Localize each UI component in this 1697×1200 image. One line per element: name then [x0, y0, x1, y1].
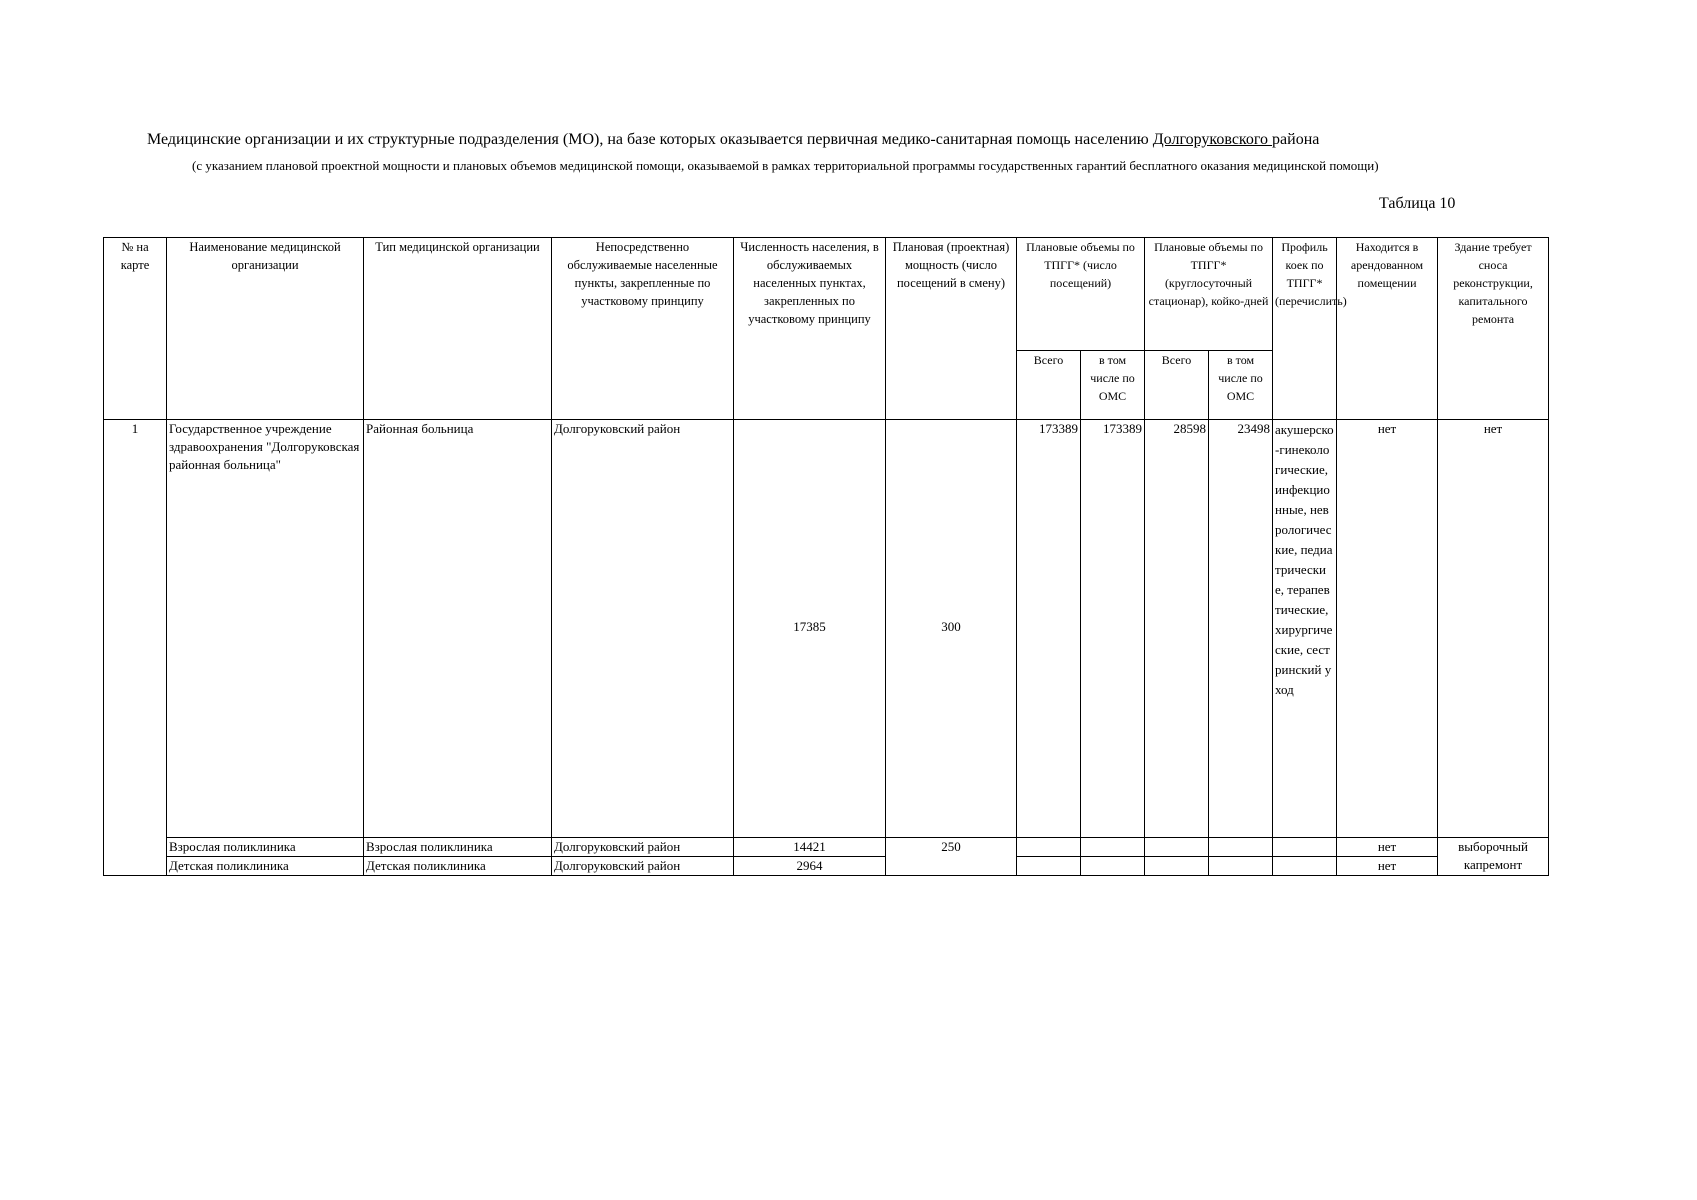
cell-reconstruction: нет — [1438, 420, 1549, 838]
header-org-name: Наименование медицинской организации — [167, 238, 364, 420]
cell-empty — [1017, 857, 1081, 876]
organizations-table — [103, 237, 1549, 876]
table-row — [104, 420, 1549, 838]
cell-empty — [1273, 838, 1337, 857]
header-org-type: Тип медицинской организации — [364, 238, 552, 420]
cell-visits-total: 173389 — [1017, 420, 1081, 838]
cell-org-name: Детская поликлиника — [167, 857, 364, 876]
header-visits-total: Всего — [1017, 351, 1081, 420]
header-beddays-oms: в том числе по ОМС — [1209, 351, 1273, 420]
cell-beddays-total: 28598 — [1145, 420, 1209, 838]
cell-org-type: Районная больница — [364, 420, 552, 838]
cell-capacity — [886, 420, 1017, 838]
cell-population: 14421 — [734, 838, 886, 857]
title-prefix: Медицинские организации и их структурные подразделения (МО), на базе которых оказывается первичная медико-санитарная помощь населению — [147, 131, 1153, 148]
document-title — [147, 131, 1319, 149]
table-row — [104, 857, 1549, 876]
cell-empty — [1145, 857, 1209, 876]
cell-rented: нет — [1337, 420, 1438, 838]
header-reconstruction: Здание требует сноса реконструкции, капитального ремонта — [1438, 238, 1549, 420]
cell-empty — [1081, 838, 1145, 857]
header-beddays: Плановые объемы по ТПГГ* (круглосуточный стационар), койко-дней — [1145, 238, 1273, 351]
header-visits: Плановые объемы по ТПГГ* (число посещений) — [1017, 238, 1145, 351]
cell-org-type: Взрослая поликлиника — [364, 838, 552, 857]
header-beddays-total: Всего — [1145, 351, 1209, 420]
table-label: Таблица 10 — [1379, 195, 1456, 212]
cell-org-name: Взрослая поликлиника — [167, 838, 364, 857]
cell-rented: нет — [1337, 857, 1438, 876]
cell-empty — [1017, 838, 1081, 857]
cell-settlements: Долгоруковский район — [552, 857, 734, 876]
cell-org-name: Государственное учреждение здравоохранения "Долгоруковская районная больница" — [167, 420, 364, 838]
title-suffix: района — [1272, 131, 1320, 148]
header-visits-oms: в том числе по ОМС — [1081, 351, 1145, 420]
title-district: Долгоруковского — [1152, 131, 1273, 148]
cell-empty — [1081, 857, 1145, 876]
header-capacity: Плановая (проектная) мощность (число посещений в смену) — [886, 238, 1017, 420]
cell-org-type: Детская поликлиника — [364, 857, 552, 876]
cell-bed-profile: акушерско-гинекологические, инфекционные, неврологические, педиатрические, терапевтические, хирургические, сестринский уход — [1273, 420, 1337, 838]
document-subtitle: (с указанием плановой проектной мощности и плановых объемов медицинской помощи, оказываемой в рамках территориальной программы государственных гарантий бесплатного оказания медицинской помощи) — [192, 158, 1379, 173]
cell-empty — [1145, 838, 1209, 857]
cell-beddays-oms: 23498 — [1209, 420, 1273, 838]
cell-empty — [1209, 857, 1273, 876]
cell-visits-oms: 173389 — [1081, 420, 1145, 838]
header-bed-profile: Профиль коек по ТПГГ* (перечислить) — [1273, 238, 1337, 420]
cell-map-no: 1 — [104, 420, 167, 876]
header-rented: Находится в арендованном помещении — [1337, 238, 1438, 420]
cell-capacity: 250 — [886, 838, 1017, 876]
cell-settlements: Долгоруковский район — [552, 420, 734, 838]
header-settlements: Непосредственно обслуживаемые населенные пункты, закрепленные по участковому принципу — [552, 238, 734, 420]
header-population: Численность населения, в обслуживаемых населенных пунктах, закрепленных по участковому принципу — [734, 238, 886, 420]
cell-empty — [1273, 857, 1337, 876]
cell-reconstruction: выборочный капремонт — [1438, 838, 1549, 876]
cell-settlements: Долгоруковский район — [552, 838, 734, 857]
cell-empty — [1209, 838, 1273, 857]
table-row — [104, 838, 1549, 857]
header-map-no: № на карте — [104, 238, 167, 420]
cell-population — [734, 420, 886, 838]
cell-population: 2964 — [734, 857, 886, 876]
cell-rented: нет — [1337, 838, 1438, 857]
capacity-value: 300 — [941, 619, 961, 634]
population-value: 17385 — [793, 619, 826, 634]
